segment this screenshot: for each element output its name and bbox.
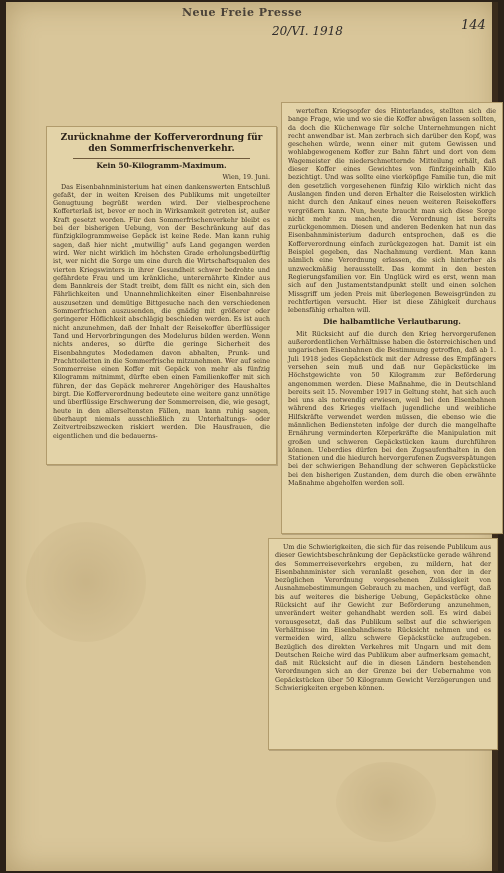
article-body: Das Eisenbahnministerium hat einen dankenswerten Entschluß gefaßt, der in weiten Kreisen des Publikums mit ungeteilter Genugtuung begrüßt werden wird. Der vielbesprochene Kofferterlaß ist, bevor er noch in Wirksamkeit getreten ist, außer Kraft gesetzt worden. Für den Sommerfrischenverkehr bleibt es bei der bisherigen Uebung, von der Beschränkung auf das fünfzigkilogrammweise Gepäck ist keine Rede. Man kann ruhig sagen, daß hier nicht „mutwillig“ aufs Land gegangen werden wird. Wer nicht wirklich im höchsten Grade erholungsbedürftig ist, wer nicht die Sorge um eine durch die Wirtschaftsqualen des vierten Kriegswinters in ihrer Gesundheit schwer bedrohte und gefährdete Frau und um kränkliche, unterernährte Kinder aus dem Bannkreis der Stadt treibt, dem fällt es nicht ein, sich den Fährlichkeiten und Unannehmlichkeiten einer Eisenbahnreise auszusetzen und demütige Bittgesuche nach den verschiedenen Sommerfrischen auszusenden, die gnädig mit größerer oder geringerer Höflichkeit abschlägig beschieden werden. Es ist auch nicht anzunehmen, daß der Inhalt der Reisekoffer überflüssiger Tand und Hervorbringungen des Modelurus bilden werden. Wenn nichts anderes, so dürfte die geringe Sicherheit des Eisenbahngutes Modedamen davon abhalten, Prunk- und Prachttoiletten in die Sommerfrische mitzunehmen. Wer auf seine Sommerreise einen Koffer mit Gepäck von mehr als fünfzig Kilogramm mitnimmt, dürfte eben einen Familienkoffer mit sich führen, der das Gepäck mehrerer Angehöriger des Haushaltes birgt. Die Kofferverordnung bedeutete eine weitere ganz unnötige und überflüssige Erschwerung der Sommerreisen, die, wie gesagt, heute in den allerseltensten Fällen, man kann ruhig sagen, überhaupt niemals ausschließlich zu Unterhaltungs- oder Zeitvertreibszwecken riskiert werden. Die Hausfrauen, die eigentlichen und die bedauerns- xyxy=(53,182,270,440)
article-continued-body: werteften Kriegsopfer des Hinterlandes, stellten sich die bange Frage, wie und wo sie die Koffer abwägen lassen sollten, da doch die Küchenwage für solche Unternehmungen nicht recht anwendbar ist. Man zerbrach sich darüber den Kopf, was geschehen würde, wenn einer mit gutem Gewissen und wohlabgewogenem Koffer zur Bahn fährt und dort von dem Wagemeister die niederschmetternde Mitteilung erhält, daß dieser Koffer eines Gewichtes von fünfzigeinhalb Kilo bezichtigt. Und was sollte eine vierköpfige Familie tun, die mit den gesetzlich vorgesehenen fünfzig Kilo wirklich nicht das Auslangen finden und deren Erhalter die Reiselosten wirklich nicht durch den Ankauf eines neuen weiteren Reisekoffers vergrößern kann. Nun, heute braucht man sich diese Sorge nicht mehr zu machen, die Verordnung ist bereits zurückgenommen. Diesen und anderen Bedenken hat nun das Eisenbahnministerium dadurch entsprochen, daß es die Kofferverordnung einfach zurückgezogen hat. Damit ist ein Beispiel gegeben, das Nachahmung verdient. Man kann nämlich eine Verordnung erlassen, die sich hinterher als unzweckmäßig herausstellt. Das kommt in den besten Regierungsfamilien vor. Ein Unglück wird es erst, wenn man sich auf den Justamentstandpunkt stellt und einen solchen Missgriff um jeden Preis mit überlegenen Beweisgründen zu rechtfertigen versucht. Hier ist diese Zähigkeit durchaus lebensfähig erhalten will. xyxy=(288,107,496,315)
article-title: Zurücknahme der Kofferverordnung für den Sommerfrischenverkehr. xyxy=(60,133,263,154)
paper-stain xyxy=(336,762,436,842)
section-heading: Die halbamtliche Verlautbarung. xyxy=(323,317,461,327)
paper-stain xyxy=(26,522,146,642)
article-subtitle: Kein 50-Kilogramm-Maximum. xyxy=(96,161,227,170)
article-dateline: Wien, 19. Juni. xyxy=(222,173,270,182)
article-clipping-right xyxy=(281,102,503,534)
title-rule xyxy=(73,158,250,159)
section-body: Mit Rücksicht auf die durch den Krieg hervorgerufenen außerordentlichen Verhältnisse haben die österreichischen und ungarischen Eisenbahnen die Bestimmung getroffen, daß ab 1. Juli 1918 jedes Gepäckstück mit der Adresse des Empfängers versehen sein muß und daß nur Gepäckstücke im Höchstgewichte von 50 Kilogramm zur Beförderung angenommen werden. Diese Maßnahme, die in Deutschland bereits seit 15. November 1917 in Geltung steht, hat sich auch bei uns als notwendig erwiesen, weil bei den Eisenbahnen während des Krieges vielfach jugendliche und weibliche Hilfskräfte verwendet werden müssen, die ebenso wie die männlichen Bediensteten infolge der durch die mangelhafte Ernährung verminderten Körperkräfte die Manipulation mit großen und schweren Gepäckstücken kaum durchführen können. Ueberdies dürfen bei den Zugsaufenthalten in den Stationen und die hiedurch hervorgerufenen Zugsverspätungen bei der schwierigen Behandlung der schweren Gepäckstücke bei den bisherigen Zustanden, dem durch die oben erwähnte Maßnahme abgeholfen werden soll. xyxy=(288,329,496,488)
archive-number: 144 xyxy=(461,18,486,33)
handwritten-date: 20/VI. 1918 xyxy=(272,24,343,38)
newspaper-clipping-sheet xyxy=(6,2,498,871)
section-bottom-body: Um die Schwierigkeiten, die sich für das reisende Publikum aus dieser Gewichtsbeschränkung der Gepäckstücke gerade während des Sommerreiseverkehrs ergeben, zu mildern, hat der Eisenbahnminister sich veranlaßt gesehen, von der in der bezüglichen Verordnung vorgesehenen Zulässigkeit von Ausnahmebestimmungen Gebrauch zu machen, und verfügt, daß bis auf weiteres die bisherige Uebung, Gepäckstücke ohne Rücksicht auf ihr Gewicht zur Beförderung anzunehmen, unverändert weiter gehandhabt werden soll. Es wird dabei vorausgesetzt, daß das Publikum selbst auf die schwierigen Verhältnisse im Eisenbahndienste Rücksicht nehmen und es vermeiden wird, allzu schwere Gepäckstücke aufzugeben. Bezüglich des direkten Verkehres mit Ungarn und mit dem Deutschen Reiche wird das Publikum aber aufmerksam gemacht, daß mit Rücksicht auf die in diesen Ländern bestehenden Verordnungen sich an der Grenze bei der Uebernahme von Gepäckstücken über 50 Kilogramm Gewicht Verzögerungen und Schwierigkeiten ergeben können. xyxy=(275,543,491,693)
article-clipping-bottom xyxy=(268,538,498,750)
newspaper-name: Neue Freie Presse xyxy=(182,6,303,19)
article-clipping-left xyxy=(46,126,277,465)
